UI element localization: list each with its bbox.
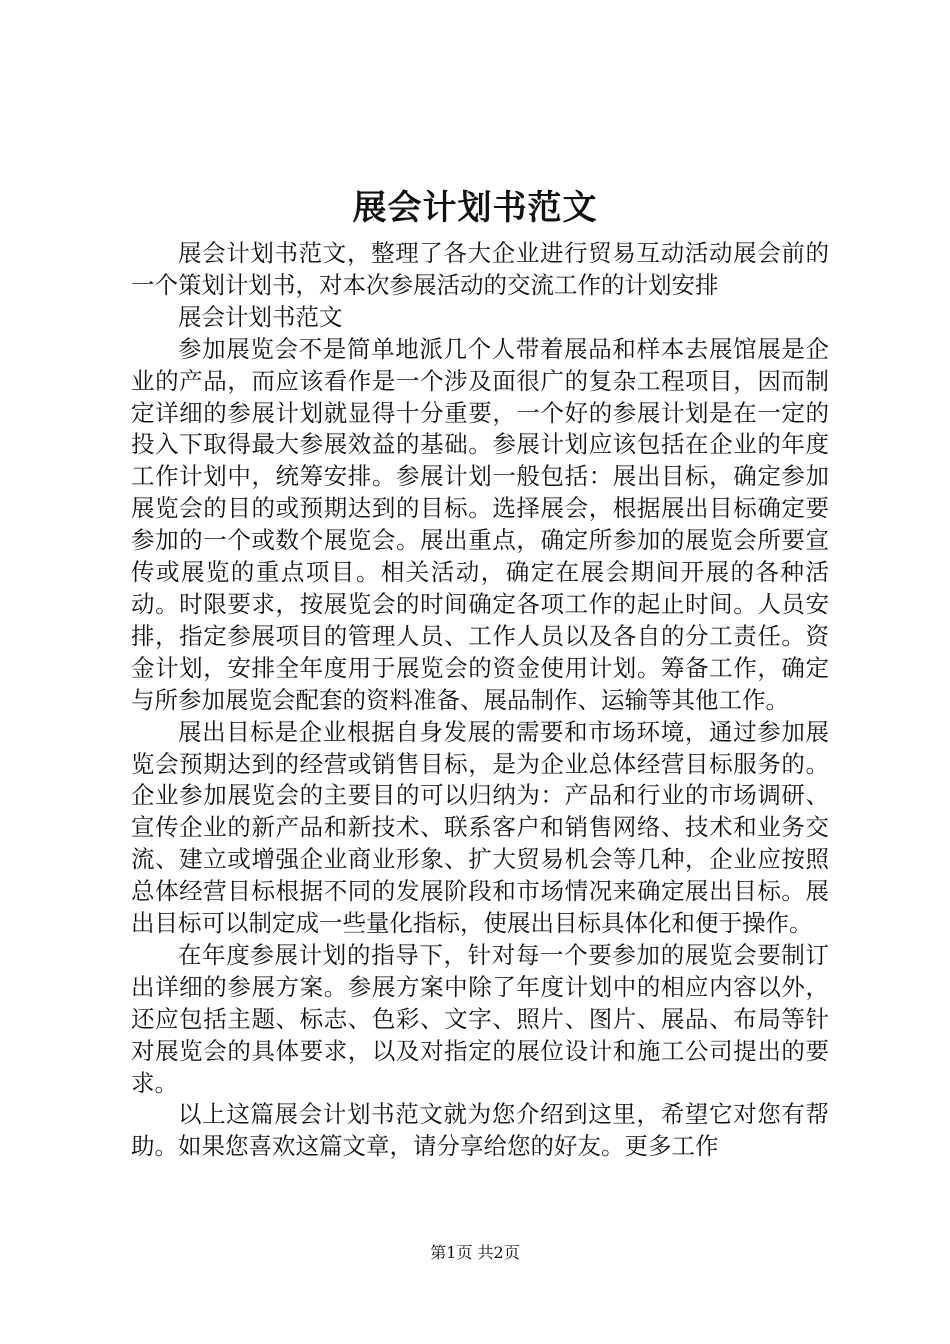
document-title: 展会计划书范文 xyxy=(352,188,598,228)
paragraph-exhibit-scheme: 在年度参展计划的指导下，针对每一个要参加的展览会要制订出详细的参展方案。参展方案中除了年度计划中的相应内容以外，还应包括主题、标志、色彩、文字、照片、图片、展品、布局等针对展览会的具体要求，以及对指定的展位设计和施工公司提出的要求。 xyxy=(131,940,829,1097)
page-number-footer: 第1页 共2页 xyxy=(430,1243,520,1262)
paragraph-closing: 以上这篇展会计划书范文就为您介绍到这里，希望它对您有帮助。如果您喜欢这篇文章，请分享给您的好友。更多工作 xyxy=(131,1100,829,1161)
paragraph-intro: 展会计划书范文，整理了各大企业进行贸易互动活动展会前的一个策划计划书，对本次参展活动的交流工作的计划安排 xyxy=(131,239,829,299)
paragraph-subtitle: 展会计划书范文 xyxy=(178,302,343,331)
paragraph-plan-overview: 参加展览会不是简单地派几个人带着展品和样本去展馆展是企业的产品，而应该看作是一个涉及面很广的复杂工程项目，因而制定详细的参展计划就显得十分重要，一个好的参展计划是在一定的投入下取得最大参展效益的基础。参展计划应该包括在企业的年度工作计划中，统筹安排。参展计划一般包括：展出目标，确定参加展览会的目的或预期达到的目标。选择展会，根据展出目标确定要参加的一个或数个展览会。展出重点，确定所参加的展览会所要宣传或展览的重点项目。相关活动，确定在展会期间开展的各种活动。时限要求，按展览会的时间确定各项工作的起止时间。人员安排，指定参展项目的管理人员、工作人员以及各自的分工责任。资金计划，安排全年度用于展览会的资金使用计划。筹备工作，确定与所参加展览会配套的资料准备、展品制作、运输等其他工作。 xyxy=(131,334,829,714)
paragraph-exhibit-goals: 展出目标是企业根据自身发展的需要和市场环境，通过参加展览会预期达到的经营或销售目标，是为企业总体经营目标服务的。企业参加展览会的主要目的可以归纳为：产品和行业的市场调研、宣传企业的新产品和新技术、联系客户和销售网络、技术和业务交流、建立或增强企业商业形象、扩大贸易机会等几种，企业应按照总体经营目标根据不同的发展阶段和市场情况来确定展出目标。展出目标可以制定成一些量化指标，使展出目标具体化和便于操作。 xyxy=(131,717,829,938)
document-body xyxy=(131,238,829,1163)
